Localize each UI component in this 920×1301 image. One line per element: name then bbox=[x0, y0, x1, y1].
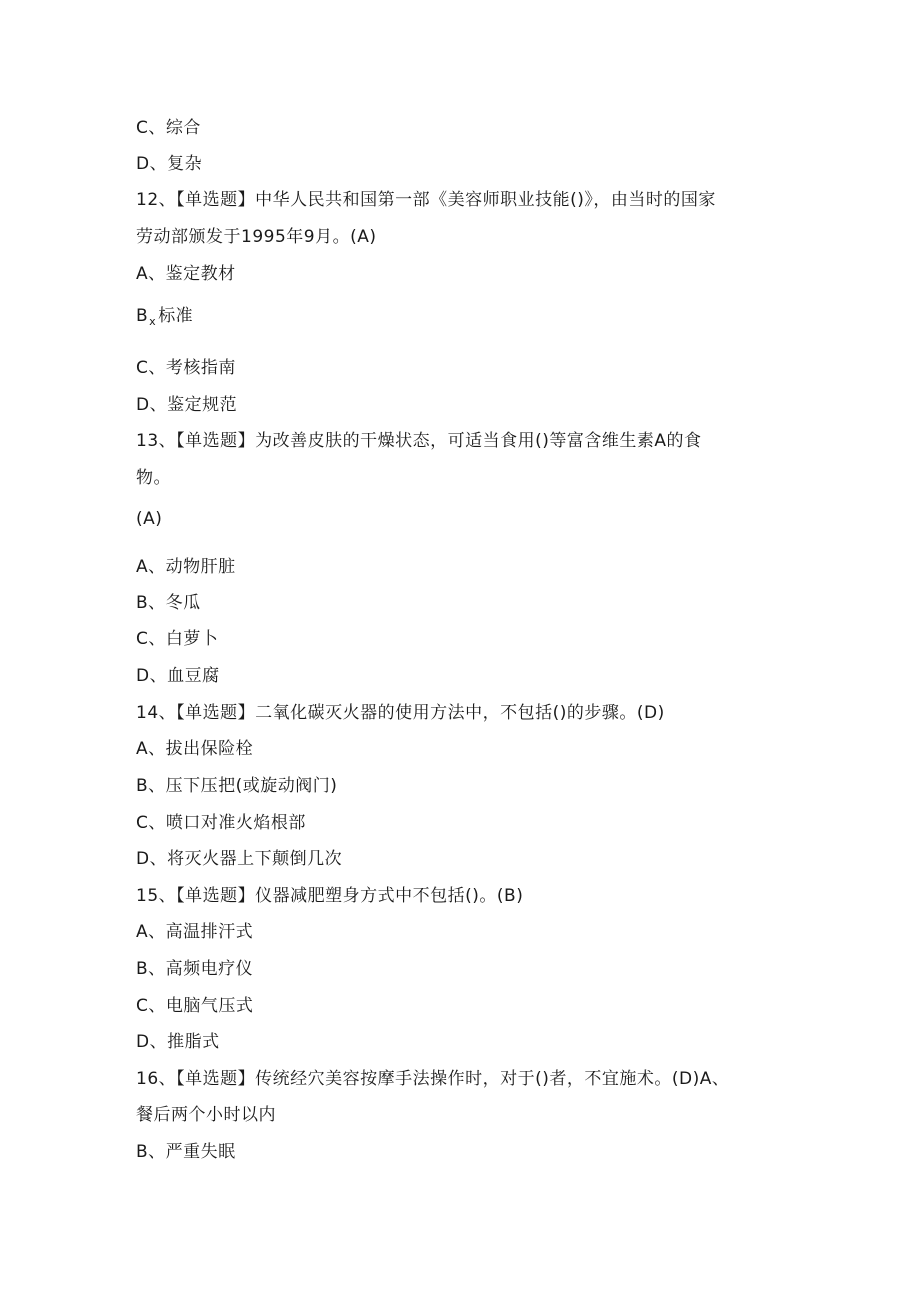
question-15-option-d: D、推脂式 bbox=[136, 1032, 220, 1052]
question-16-line-2: 餐后两个小时以内 bbox=[136, 1105, 276, 1125]
option-d-line: D、复杂 bbox=[136, 154, 203, 174]
question-13-option-a: A、动物肝脏 bbox=[136, 557, 236, 577]
question-13-option-d: D、血豆腐 bbox=[136, 666, 220, 686]
question-15-option-c: C、电脑气压式 bbox=[136, 996, 254, 1016]
question-13-line-1: 13、【单选题】为改善皮肤的干燥状态，可适当食用()等富含维生素A的食 bbox=[136, 431, 702, 451]
option-b-text: 标准 bbox=[158, 306, 194, 326]
question-14-option-d: D、将灭火器上下颠倒几次 bbox=[136, 849, 343, 869]
question-14-option-c: C、喷口对准火焰根部 bbox=[136, 813, 306, 833]
question-12-line-2: 劳动部颁发于1995年9月。(A) bbox=[136, 227, 377, 247]
question-12-option-d: D、鉴定规范 bbox=[136, 395, 238, 415]
option-b-subscript: x bbox=[149, 315, 157, 328]
option-c-line: C、综合 bbox=[136, 118, 201, 138]
question-14-line-1: 14、【单选题】二氧化碳灭火器的使用方法中，不包括()的步骤。(D) bbox=[136, 703, 665, 723]
question-16-line-1: 16、【单选题】传统经穴美容按摩手法操作时，对于()者，不宜施术。(D)A、 bbox=[136, 1069, 730, 1089]
question-12-option-c: C、考核指南 bbox=[136, 358, 236, 378]
question-13-line-2: 物。 bbox=[136, 468, 171, 488]
question-13-option-b: B、冬瓜 bbox=[136, 593, 201, 613]
question-15-option-a: A、高温排汗式 bbox=[136, 922, 254, 942]
question-14-option-b: B、压下压把(或旋动阀门) bbox=[136, 776, 338, 796]
question-14-option-a: A、拔出保险栓 bbox=[136, 739, 254, 759]
question-12-line-1: 12、【单选题】中华人民共和国第一部《美容师职业技能()》，由当时的国家 bbox=[136, 190, 716, 210]
question-15-option-b: B、高频电疗仪 bbox=[136, 959, 254, 979]
question-16-option-b: B、严重失眠 bbox=[136, 1142, 236, 1162]
question-12-option-a: A、鉴定教材 bbox=[136, 264, 236, 284]
question-15-line-1: 15、【单选题】仪器减肥塑身方式中不包括()。(B) bbox=[136, 886, 524, 906]
question-13-answer: (A) bbox=[136, 509, 163, 529]
question-13-option-c: C、白萝卜 bbox=[136, 629, 219, 649]
option-b-letter: B bbox=[136, 306, 149, 326]
question-12-option-b bbox=[136, 305, 193, 333]
